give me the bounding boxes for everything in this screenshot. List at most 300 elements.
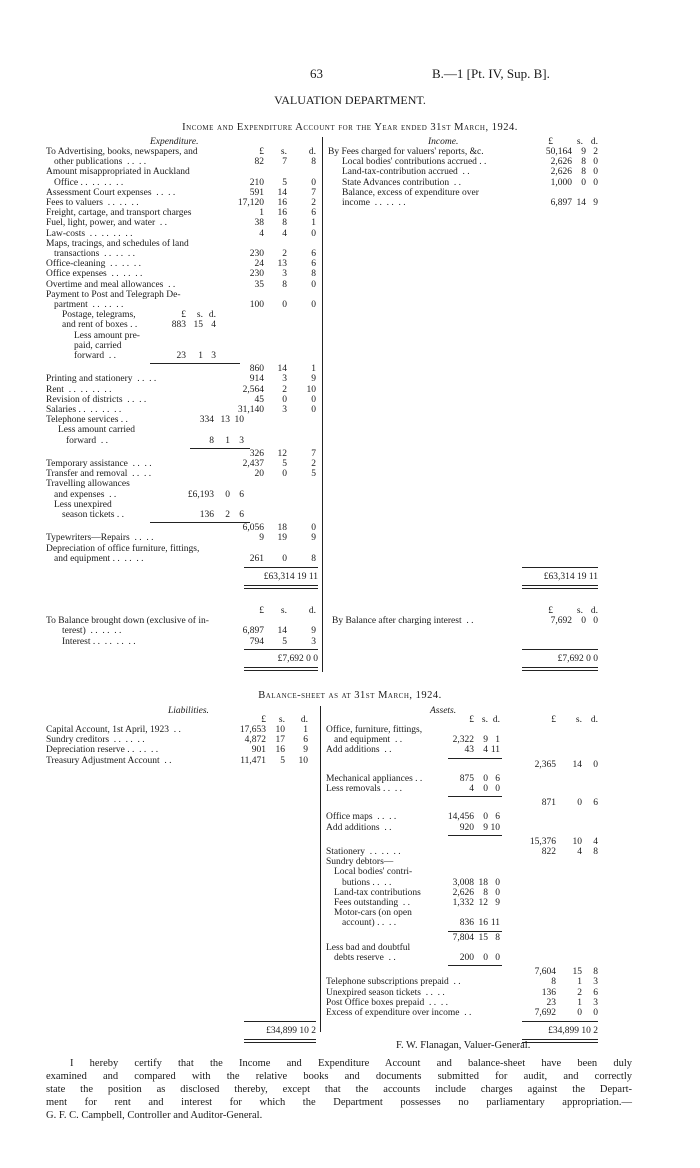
asset-label: Excess of expenditure over income . . <box>326 1008 472 1018</box>
liabilities-heading: Liabilities. <box>168 706 209 716</box>
asset-label: debts reserve . . <box>334 953 396 963</box>
asset-maps-shillings: 0 <box>483 812 488 823</box>
liability-shillings: 10 <box>275 725 285 735</box>
liability-shillings: 5 <box>280 755 285 766</box>
asset-debtor-shillings: 18 <box>478 877 488 888</box>
asset-debtors-less-shillings: 0 <box>483 953 488 963</box>
expenditure-pence: 1 <box>311 218 316 229</box>
expenditure-pence: 0 <box>311 405 316 415</box>
balance-right-value-shillings: 0 <box>581 616 586 627</box>
expenditure-pence: 2 <box>311 198 316 208</box>
expenditure-label: Freight, cartage, and transport charges <box>46 208 192 219</box>
asset-label: Mechanical appliances . . <box>326 773 423 784</box>
balance-total-rule <box>244 649 318 650</box>
expenditure-pence: 9 <box>311 533 316 544</box>
asset-other-shillings: 2 <box>577 987 582 998</box>
postage-net-pence: 1 <box>311 364 316 375</box>
asset-maps-total-pounds: 15,376 <box>529 836 556 847</box>
telephone-less-pence: 3 <box>239 435 244 446</box>
expenditure-pounds: 2,564 <box>242 384 264 395</box>
income-label: income . . . . . . <box>342 198 406 208</box>
asset-other-pence: 0 <box>593 1008 598 1018</box>
expenditure-pounds: 9 <box>259 533 264 544</box>
expenditure-shillings: 5 <box>282 177 287 188</box>
expenditure-shillings: 14 <box>277 187 287 198</box>
income-pounds: 50,164 <box>545 147 572 157</box>
postage-gross-shillings: 15 <box>193 320 203 331</box>
asset-debtors-label: Motor-cars (on open <box>334 908 412 919</box>
signature-line: F. W. Flanagan, Valuer-General. <box>396 1040 531 1051</box>
asset-debtors-label: Local bodies' contri- <box>334 867 413 878</box>
asset-label: Post Office boxes prepaid . . . . <box>326 997 448 1008</box>
asset-rule <box>448 931 502 932</box>
asset-label: Add additions . . <box>326 822 392 833</box>
balance-total-rule <box>522 649 598 650</box>
asset-debtor-pounds: 3,008 <box>452 877 474 888</box>
expenditure-shillings: 19 <box>277 533 287 544</box>
asset-other-pounds: 23 <box>546 997 556 1008</box>
balance-double-rule <box>244 667 318 671</box>
balance-currency-header-pence: d. <box>308 606 316 616</box>
travelling-gross-shillings: 0 <box>225 489 230 500</box>
postage-label: Postage, telegrams, <box>62 310 136 321</box>
expenditure-label: Typewriters—Repairs . . . . <box>46 533 154 544</box>
bs-currency-header-pence: d. <box>300 715 308 725</box>
balance-value-pence: 9 <box>311 626 316 637</box>
asset-debtors-label: Fees outstanding . . <box>334 898 410 908</box>
expenditure-label: Rent . . . . . . . . <box>46 384 112 395</box>
liability-label: Capital Account, 1st April, 1923 . . <box>46 725 181 735</box>
balance-sheet-divider <box>320 706 321 1032</box>
expenditure-pounds: 20 <box>254 469 264 480</box>
balance-currency-header-pence: d. <box>590 606 598 616</box>
liabilities-total-rule <box>244 1021 316 1022</box>
expenditure-pence: 2 <box>311 459 316 469</box>
travelling-less-pence: 6 <box>239 510 244 520</box>
asset-other-pence: 3 <box>593 977 598 988</box>
expenditure-shillings: 7 <box>282 157 287 168</box>
expenditure-shillings: 0 <box>282 300 287 310</box>
expenditure-total-rule <box>244 567 318 568</box>
income-heading: Income. <box>428 137 459 147</box>
liability-pounds: 11,471 <box>240 755 266 766</box>
expenditure-pence: 0 <box>311 394 316 405</box>
asset-rule <box>448 965 502 966</box>
income-shillings: 0 <box>581 177 586 188</box>
liability-shillings: 17 <box>275 735 285 746</box>
asset-label: Office maps . . . . <box>326 812 397 823</box>
postage-header-pence: d. <box>208 310 216 321</box>
asset-label: Office, furniture, fittings, <box>326 725 423 735</box>
asset-mech-total-pounds: 871 <box>541 798 556 809</box>
currency-header-pence: d. <box>590 137 598 147</box>
document-reference: B.—1 [Pt. IV, Sup. B]. <box>432 66 550 81</box>
expenditure-pounds: 45 <box>254 394 264 405</box>
expenditure-label: Office expenses . . . . . . <box>46 269 143 280</box>
expenditure-pence: 9 <box>311 374 316 385</box>
assets-double-rule <box>522 1039 598 1043</box>
asset-rule <box>448 835 502 836</box>
expenditure-shillings: 8 <box>282 218 287 229</box>
income-pounds: 2,626 <box>550 167 572 178</box>
liability-pence: 1 <box>303 725 308 735</box>
expenditure-pence: 6 <box>311 249 316 259</box>
bs-currency-header-pence: d. <box>492 715 500 725</box>
asset-other-pounds: 8 <box>551 977 556 988</box>
asset-debtors-label: account) . . . . <box>342 918 397 929</box>
income-expenditure-title: Income and Expenditure Account for the Year ended 31st March, 1924. <box>182 122 518 133</box>
postage-header-shillings: s. <box>196 310 203 321</box>
expenditure-pence: 8 <box>311 269 316 280</box>
income-shillings: 8 <box>581 157 586 168</box>
asset-mech-total-pence: 6 <box>593 798 598 809</box>
expenditure-pounds: 31,140 <box>237 405 264 415</box>
travelling-net-pence: 0 <box>311 523 316 534</box>
balance-sheet-title: Balance-sheet as at 31st March, 1924. <box>258 690 442 701</box>
asset-furniture-additions-pence: 11 <box>490 745 500 756</box>
income-shillings: 14 <box>576 198 586 208</box>
asset-debtor-shillings: 8 <box>483 887 488 898</box>
liability-pounds: 4,872 <box>244 735 266 746</box>
page-number: 63 <box>310 66 323 81</box>
expenditure-shillings: 4 <box>282 228 287 239</box>
telephone-less-pounds: 8 <box>209 435 214 446</box>
asset-debtors-label: butions . . . . <box>342 877 392 888</box>
liability-pence: 9 <box>303 745 308 756</box>
certification-line: I hereby certify that the Income and Expenditure Account and balance-sheet have been duly <box>70 1058 632 1069</box>
asset-furniture-pounds: 2,322 <box>452 735 474 746</box>
expenditure-total: £63,314 19 11 <box>263 572 318 582</box>
expenditure-pounds: 82 <box>254 157 264 168</box>
asset-mech-shillings: 0 <box>483 773 488 784</box>
expenditure-label: Salaries . . . . . . . . <box>46 405 122 415</box>
asset-debtor-pence: 0 <box>495 887 500 898</box>
postage-gross-pence: 4 <box>211 320 216 331</box>
travelling-label: Travelling allowances <box>46 479 130 490</box>
income-label: Balance, excess of expenditure over <box>342 187 479 198</box>
expenditure-shillings: 0 <box>282 553 287 564</box>
telephone-gross-pence: 10 <box>234 415 244 426</box>
balance-label: Interest . . . . . . . . <box>62 636 136 647</box>
expenditure-pence: 0 <box>311 228 316 239</box>
asset-label: Telephone subscriptions prepaid . . <box>326 977 461 988</box>
income-pence: 9 <box>593 198 598 208</box>
liability-pounds: 901 <box>251 745 266 756</box>
travelling-gross-pounds: £6,193 <box>187 489 214 500</box>
expenditure-shillings: 3 <box>282 269 287 280</box>
telephone-net-shillings: 12 <box>277 448 287 459</box>
asset-stationery-pence: 8 <box>593 847 598 857</box>
asset-maps-additions-pounds: 920 <box>459 822 474 833</box>
assets-total: £34,899 10 2 <box>548 1026 598 1037</box>
travelling-gross-pence: 6 <box>239 489 244 500</box>
income-total: £63,314 19 11 <box>543 572 598 582</box>
income-label: By Fees charged for valuers' reports, &c. <box>328 147 484 157</box>
currency-header-pounds: £ <box>548 137 553 147</box>
expenditure-pence: 0 <box>311 300 316 310</box>
expenditure-pounds: 1 <box>259 208 264 219</box>
expenditure-shillings: 3 <box>282 374 287 385</box>
expenditure-pence: 0 <box>311 177 316 188</box>
travelling-less-shillings: 2 <box>225 510 230 520</box>
postage-less-pounds: 23 <box>176 351 186 361</box>
telephone-net-pounds: 326 <box>249 448 264 459</box>
expenditure-label: Transfer and removal . . . . <box>46 469 152 480</box>
expenditure-pounds: 230 <box>249 249 264 259</box>
certification-line: ment for rent and interest for which the Department possesses no parliamentary appropriation.— <box>46 1097 632 1108</box>
expenditure-pence: 7 <box>311 187 316 198</box>
liability-shillings: 16 <box>275 745 285 756</box>
income-pounds: 6,897 <box>550 198 572 208</box>
balance-label: terest) . . . . . . <box>62 626 122 637</box>
asset-label: and equipment . . <box>334 735 403 746</box>
balance-currency-header-shillings: s. <box>576 606 583 616</box>
asset-stationery-pounds: 822 <box>541 847 556 857</box>
expenditure-label: transactions . . . . . . <box>54 249 136 259</box>
asset-furniture-total-pounds: 2,365 <box>534 759 556 770</box>
asset-label: Unexpired season tickets . . . . <box>326 987 445 998</box>
income-pence: 0 <box>593 177 598 188</box>
balance-right-label: By Balance after charging interest . . <box>332 616 474 627</box>
travelling-label: season tickets . . <box>62 510 125 520</box>
asset-stationery-shillings: 4 <box>577 847 582 857</box>
telephone-gross-shillings: 13 <box>220 415 230 426</box>
postage-net-shillings: 14 <box>277 364 287 375</box>
bs-currency-header-shillings: s. <box>278 715 285 725</box>
expenditure-pence: 8 <box>311 553 316 564</box>
expenditure-shillings: 0 <box>282 469 287 480</box>
asset-debtors-total-shillings: 15 <box>572 967 582 978</box>
postage-less-shillings: 1 <box>198 351 203 361</box>
expenditure-shillings: 2 <box>282 249 287 259</box>
expenditure-pence: 0 <box>311 279 316 290</box>
asset-debtors-subtotal-pounds: 7,804 <box>452 932 474 943</box>
income-total-rule <box>522 567 598 568</box>
asset-maps-additions-shillings: 9 <box>483 822 488 833</box>
telephone-gross-pounds: 334 <box>199 415 214 426</box>
income-shillings: 9 <box>581 147 586 157</box>
interest-value-pence: 3 <box>311 636 316 647</box>
expenditure-label: and equipment . . . . . . <box>54 553 144 564</box>
expenditure-pounds: 4 <box>259 228 264 239</box>
asset-label: Less removals . . . . <box>326 784 402 794</box>
asset-debtor-pence: 9 <box>495 898 500 908</box>
asset-maps-pence: 6 <box>495 812 500 823</box>
bs-currency-header-pounds: £ <box>551 715 556 725</box>
asset-label: Less bad and doubtful <box>326 942 411 953</box>
asset-other-shillings: 1 <box>577 977 582 988</box>
asset-label: Stationery . . . . . . <box>326 847 401 857</box>
liability-pounds: 17,653 <box>239 725 266 735</box>
income-pounds: 1,000 <box>550 177 572 188</box>
assets-heading: Assets. <box>430 706 457 716</box>
expenditure-pounds: 210 <box>249 177 264 188</box>
asset-other-pounds: 7,692 <box>534 1008 556 1018</box>
expenditure-label: Fuel, light, power, and water . . <box>46 218 167 229</box>
asset-debtors-label: Land-tax contributions <box>334 887 421 898</box>
travelling-net-pounds: 6,056 <box>242 523 264 534</box>
expenditure-shillings: 8 <box>282 279 287 290</box>
balance-currency-header-pounds: £ <box>259 606 264 616</box>
asset-debtors-total-pence: 8 <box>593 967 598 978</box>
expenditure-pounds: 24 <box>254 259 264 270</box>
asset-other-shillings: 0 <box>577 1008 582 1018</box>
income-total-double-rule <box>522 585 598 589</box>
asset-debtor-pounds: 836 <box>459 918 474 929</box>
asset-debtor-pounds: 1,332 <box>452 898 474 908</box>
asset-debtor-shillings: 16 <box>478 918 488 929</box>
expenditure-label: Revision of districts . . . . <box>46 394 147 405</box>
expenditure-label: other publications . . . . <box>54 157 147 168</box>
asset-furniture-total-shillings: 14 <box>572 759 582 770</box>
postage-gross-pounds: 883 <box>171 320 186 331</box>
liability-label: Depreciation reserve . . . . . . <box>46 745 159 756</box>
asset-debtor-pence: 11 <box>490 918 500 929</box>
expenditure-total-double-rule <box>244 585 318 589</box>
expenditure-pounds: 17,120 <box>237 198 264 208</box>
asset-mech-removals-shillings: 0 <box>483 784 488 794</box>
asset-debtors-less-pence: 0 <box>495 953 500 963</box>
expenditure-pounds: 261 <box>249 553 264 564</box>
asset-maps-pounds: 14,456 <box>447 812 474 823</box>
asset-debtor-pence: 0 <box>495 877 500 888</box>
expenditure-shillings: 16 <box>277 208 287 219</box>
expenditure-shillings: 3 <box>282 405 287 415</box>
page-title: VALUATION DEPARTMENT. <box>274 93 426 107</box>
asset-maps-total-pence: 4 <box>593 836 598 847</box>
asset-mech-pence: 6 <box>495 773 500 784</box>
asset-debtors-subtotal-pence: 8 <box>495 932 500 943</box>
balance-label: To Balance brought down (exclusive of in- <box>46 616 209 627</box>
asset-rule <box>448 796 502 797</box>
interest-value-pounds: 794 <box>249 636 264 647</box>
currency-header-shillings: s. <box>280 147 287 157</box>
balance-value-pounds: 6,897 <box>242 626 264 637</box>
income-label: State Advances contribution . . <box>342 177 461 188</box>
asset-debtors-total-pounds: 7,604 <box>534 967 556 978</box>
bs-currency-header-shillings: s. <box>481 715 488 725</box>
telephone-less-shillings: 1 <box>225 435 230 446</box>
asset-other-pounds: 136 <box>541 987 556 998</box>
asset-maps-additions-pence: 10 <box>490 822 500 833</box>
asset-other-shillings: 1 <box>577 997 582 1008</box>
expenditure-label: Printing and stationery . . . . <box>46 374 157 385</box>
expenditure-pounds: 38 <box>254 218 264 229</box>
asset-debtors-subtotal-shillings: 15 <box>478 932 488 943</box>
expenditure-pounds: 230 <box>249 269 264 280</box>
postage-less-pence: 3 <box>211 351 216 361</box>
expenditure-label: partment . . . . . . <box>54 300 124 310</box>
expenditure-label: Assessment Court expenses . . . . <box>46 187 176 198</box>
balance-right-value-pence: 0 <box>593 616 598 627</box>
expenditure-pounds: 2,437 <box>242 459 264 469</box>
certification-line: G. F. C. Campbell, Controller and Auditor-General. <box>46 1110 263 1121</box>
asset-furniture-pence: 1 <box>495 735 500 746</box>
postage-net-pounds: 860 <box>249 364 264 375</box>
expenditure-pence: 5 <box>311 469 316 480</box>
expenditure-label: Fees to valuers . . . . . . <box>46 198 139 208</box>
expenditure-label: Temporary assistance . . . . <box>46 459 152 469</box>
expenditure-shillings: 2 <box>282 384 287 395</box>
expenditure-pence: 10 <box>306 384 316 395</box>
postage-label: Less amount pre- <box>74 330 140 341</box>
expenditure-label: Law-costs . . . . . . . . <box>46 228 133 239</box>
postage-label: paid, carried <box>74 340 122 351</box>
asset-mech-removals-pence: 0 <box>495 784 500 794</box>
assets-total-rule <box>522 1021 598 1022</box>
expenditure-label: Payment to Post and Telegraph De- <box>46 289 181 300</box>
liability-label: Treasury Adjustment Account . . <box>46 755 172 766</box>
asset-furniture-additions-pounds: 43 <box>464 745 474 756</box>
travelling-label: and expenses . . <box>54 489 117 500</box>
expenditure-heading: Expenditure. <box>150 137 199 147</box>
expenditure-shillings: 13 <box>277 259 287 270</box>
asset-mech-total-shillings: 0 <box>577 798 582 809</box>
expenditure-shillings: 0 <box>282 394 287 405</box>
asset-rule <box>448 758 502 759</box>
asset-maps-total-shillings: 10 <box>572 836 582 847</box>
asset-other-pence: 3 <box>593 997 598 1008</box>
asset-furniture-additions-shillings: 4 <box>483 745 488 756</box>
bs-currency-header-shillings: s. <box>575 715 582 725</box>
expenditure-pounds: 35 <box>254 279 264 290</box>
expenditure-pounds: 914 <box>249 374 264 385</box>
liability-pence: 10 <box>298 755 308 766</box>
asset-mech-pounds: 875 <box>459 773 474 784</box>
telephone-label: Less amount carried <box>58 425 136 436</box>
liabilities-total: £34,899 10 2 <box>266 1026 316 1037</box>
expenditure-pounds: 591 <box>249 187 264 198</box>
asset-furniture-total-pence: 0 <box>593 759 598 770</box>
telephone-label: Telephone services . . <box>46 415 128 426</box>
expenditure-label: Amount misappropriated in Auckland <box>46 167 190 178</box>
bs-currency-header-pounds: £ <box>261 715 266 725</box>
currency-header-shillings: s. <box>576 137 583 147</box>
income-label: Land-tax-contribution accrued . . <box>342 167 470 178</box>
expenditure-pence: 6 <box>311 259 316 270</box>
liabilities-double-rule <box>244 1039 316 1043</box>
balance-right-value-pounds: 7,692 <box>550 616 572 627</box>
expenditure-label: Overtime and meal allowances . . <box>46 279 176 290</box>
balance-currency-header-shillings: s. <box>280 606 287 616</box>
expenditure-label: To Advertising, books, newspapers, and <box>46 147 198 157</box>
certification-line: state the position as disclosed thereby, except that the accounts include charges against the Depart- <box>46 1084 632 1095</box>
postage-label: forward . . <box>74 351 116 361</box>
certification-line: examined and compared with the relative books and documents submitted for audit, and correctly <box>46 1071 632 1082</box>
balance-currency-header-pounds: £ <box>548 606 553 616</box>
bs-currency-header-pounds: £ <box>469 715 474 725</box>
expenditure-label: Depreciation of office furniture, fittings, <box>46 543 200 554</box>
telephone-net-pence: 7 <box>311 448 316 459</box>
income-pence: 0 <box>593 157 598 168</box>
asset-debtors-label: Sundry debtors— <box>326 857 394 868</box>
expenditure-pence: 8 <box>311 157 316 168</box>
liability-pence: 6 <box>303 735 308 746</box>
travelling-less-pounds: 136 <box>199 510 214 520</box>
asset-other-pence: 6 <box>593 987 598 998</box>
liability-label: Sundry creditors . . . . . . <box>46 735 145 746</box>
expenditure-pounds: 100 <box>249 300 264 310</box>
travelling-label: Less unexpired <box>54 499 112 510</box>
postage-label: and rent of boxes . . <box>62 320 138 331</box>
income-label: Local bodies' contributions accrued . . <box>342 157 487 168</box>
balance-left-total: £7,692 0 0 <box>277 653 318 664</box>
expenditure-pence: 6 <box>311 208 316 219</box>
currency-header-pounds: £ <box>259 147 264 157</box>
asset-debtor-shillings: 12 <box>478 898 488 908</box>
balance-value-shillings: 14 <box>277 626 287 637</box>
asset-label: Add additions . . <box>326 745 392 756</box>
